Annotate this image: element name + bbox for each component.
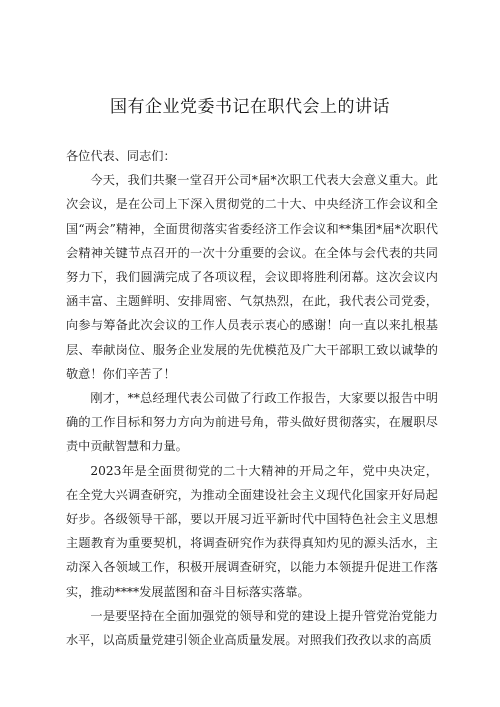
salutation: 各位代表、同志们： <box>66 149 176 163</box>
paragraph-2023: 2023年是全面贯彻党的二十大精神的开局之年，党中央决定，在全党大兴调查研究，为推动全面建设社会主义现代化国家开好局起好步。各级领导干部，要以开展习近平新时代中国特色社会主义思想主题教育为重要契机，将调查研究作为获得真知灼见的源头活水，主动深入各领域工作，积极开展调查研究，以能力本领提升促进工作落实，推动****发展蓝图和奋斗目标落实落靠。 <box>66 463 438 599</box>
page-title: 国有企业党委书记在职代会上的讲话 <box>110 97 390 117</box>
paragraph-report: 刚才，**总经理代表公司做了行政工作报告，大家要以报告中明确的工作目标和努力方向为前进号角，带头做好贯彻落实，在履职尽责中贡献智慧和力量。 <box>66 391 438 454</box>
document-body <box>66 144 438 652</box>
paragraph-point-one: 一是要坚持在全面加强党的领导和党的建设上提升管党治党能力水平，以高质量党建引领企业高质量发展。对照我们孜孜以求的高质 <box>66 608 438 648</box>
paragraph-opening: 今天，我们共聚一堂召开公司*届*次职工代表大会意义重大。此次会议，是在公司上下深入贯彻党的二十大、中央经济工作会议和全国“两会”精神，全面贯彻落实省委经济工作会议和**集团*届*次职代会精神关键节点召开的一次十分重要的会议。在全体与会代表的共同努力下，我们圆满完成了各项议程，会议即将胜利闭幕。这次会议内涵丰富、主题鲜明、安排周密、气氛热烈，在此，我代表公司党委，向参与筹备此次会议的工作人员表示衷心的感谢！向一直以来扎根基层、奉献岗位、服务企业发展的先优模范及广大干部职工致以诚挚的敬意！你们辛苦了！ <box>66 173 438 381</box>
